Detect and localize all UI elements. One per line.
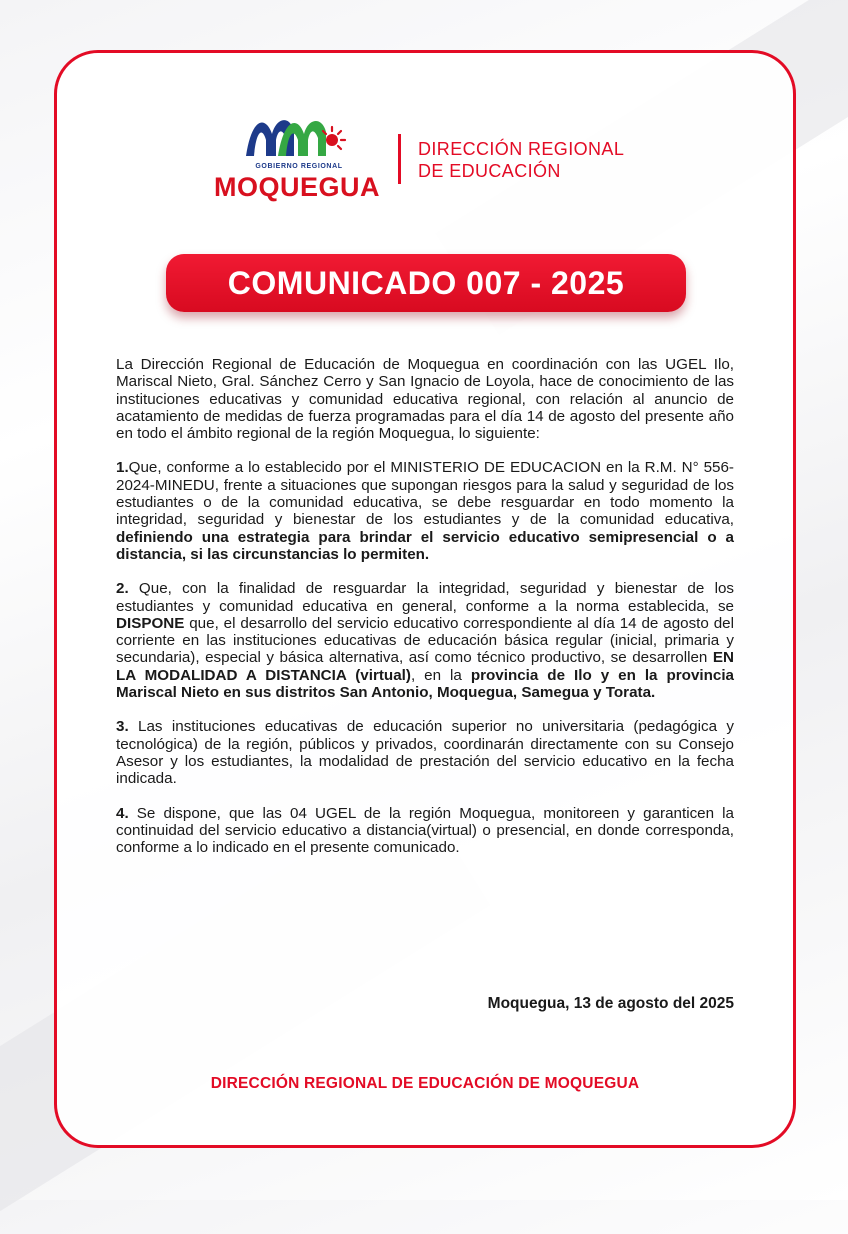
point-2-text-a: Que, con la finalidad de resguardar la integridad, seguridad y bienestar de los estudiantes y comunidad educativa en general, conforme a la norma establecida, se xyxy=(116,580,734,615)
moquegua-logo xyxy=(212,110,382,206)
point-1-number: 1. xyxy=(116,459,129,477)
point-1-bold: definiendo una estrategia para brindar el servicio educativo semipresencial o a distancia, si las circunstancias lo permiten. xyxy=(116,528,734,563)
logo-subtitle: GOBIERNO REGIONAL xyxy=(255,163,343,170)
point-1 xyxy=(116,459,734,563)
communique-title-banner: COMUNICADO 007 - 2025 xyxy=(166,254,686,312)
point-2 xyxy=(116,580,734,701)
point-2-bold-c: provincia de Ilo y en la provincia Mariscal Nieto en sus distritos San Antonio, Moquegua, Samegua y Torata. xyxy=(116,666,735,702)
point-3 xyxy=(116,718,734,787)
intro-paragraph: La Dirección Regional de Educación de Moquegua en coordinación con las UGEL Ilo, Mariscal Nieto, Gral. Sánchez Cerro y San Ignacio de Loyola, hace de conocimiento de las instituciones educativas y comunidad educativa regional, con relación al anuncio de acatamiento de medidas de fuerza programadas para el día 14 de agosto del presente año en todo el ámbito regional de la región Moquegua, lo siguiente: xyxy=(116,356,734,443)
point-2-text-b: que, el desarrollo del servicio educativo correspondiente al día 14 de agosto del corriente en las instituciones educativas de educación básica regular (inicial, primaria y secundaria), especial y básica alternativa, así como técnico productivo, se desarrollen xyxy=(116,614,734,667)
point-2-text-c: , en la xyxy=(410,666,471,684)
header-divider xyxy=(398,134,401,184)
point-3-number: 3. xyxy=(116,718,129,736)
point-1-text: Que, conforme a lo establecido por el MINISTERIO DE EDUCACION en la R.M. N° 556-2024-MINEDU, frente a situaciones que supongan riesgos para la salud y seguridad de los estudiantes o de la comunidad educativa, se debe resguardar en todo momento la integridad, seguridad y bienestar de los estudiantes y de la comunidad educativa, xyxy=(116,459,734,529)
point-2-number: 2. xyxy=(116,580,129,598)
logo-mountain-icon xyxy=(242,110,354,166)
communique-body xyxy=(116,356,734,856)
department-name xyxy=(418,138,624,182)
logo-name: MOQUEGUA xyxy=(214,172,380,202)
point-3-text: Las instituciones educativas de educación superior no universitaria (pedagógica y tecnológica) de la región, públicos y privados, coordinarán directamente con su Consejo Asesor y los estudiantes, la modalidad de prestación del servicio educativo en la fecha indicada. xyxy=(116,718,734,788)
footer-signature: DIRECCIÓN REGIONAL DE EDUCACIÓN DE MOQUEGUA xyxy=(210,1075,640,1092)
header xyxy=(212,110,652,206)
department-line-2: DE EDUCACIÓN xyxy=(418,161,561,181)
point-2-bold-b: EN LA MODALIDAD A DISTANCIA (virtual) xyxy=(116,649,734,684)
point-4-text: Se dispone, que las 04 UGEL de la región Moquegua, monitoreen y garanticen la continuidad del servicio educativo a distancia(virtual) o presencial, en donde corresponda, conforme a lo indicado en el presente comunicado. xyxy=(116,804,734,857)
issue-date: Moquegua, 13 de agosto del 2025 xyxy=(487,995,734,1012)
department-line-1: DIRECCIÓN REGIONAL xyxy=(418,139,625,159)
point-2-bold-a: DISPONE xyxy=(116,614,185,632)
point-4-number: 4. xyxy=(116,804,129,822)
point-4 xyxy=(116,805,734,857)
